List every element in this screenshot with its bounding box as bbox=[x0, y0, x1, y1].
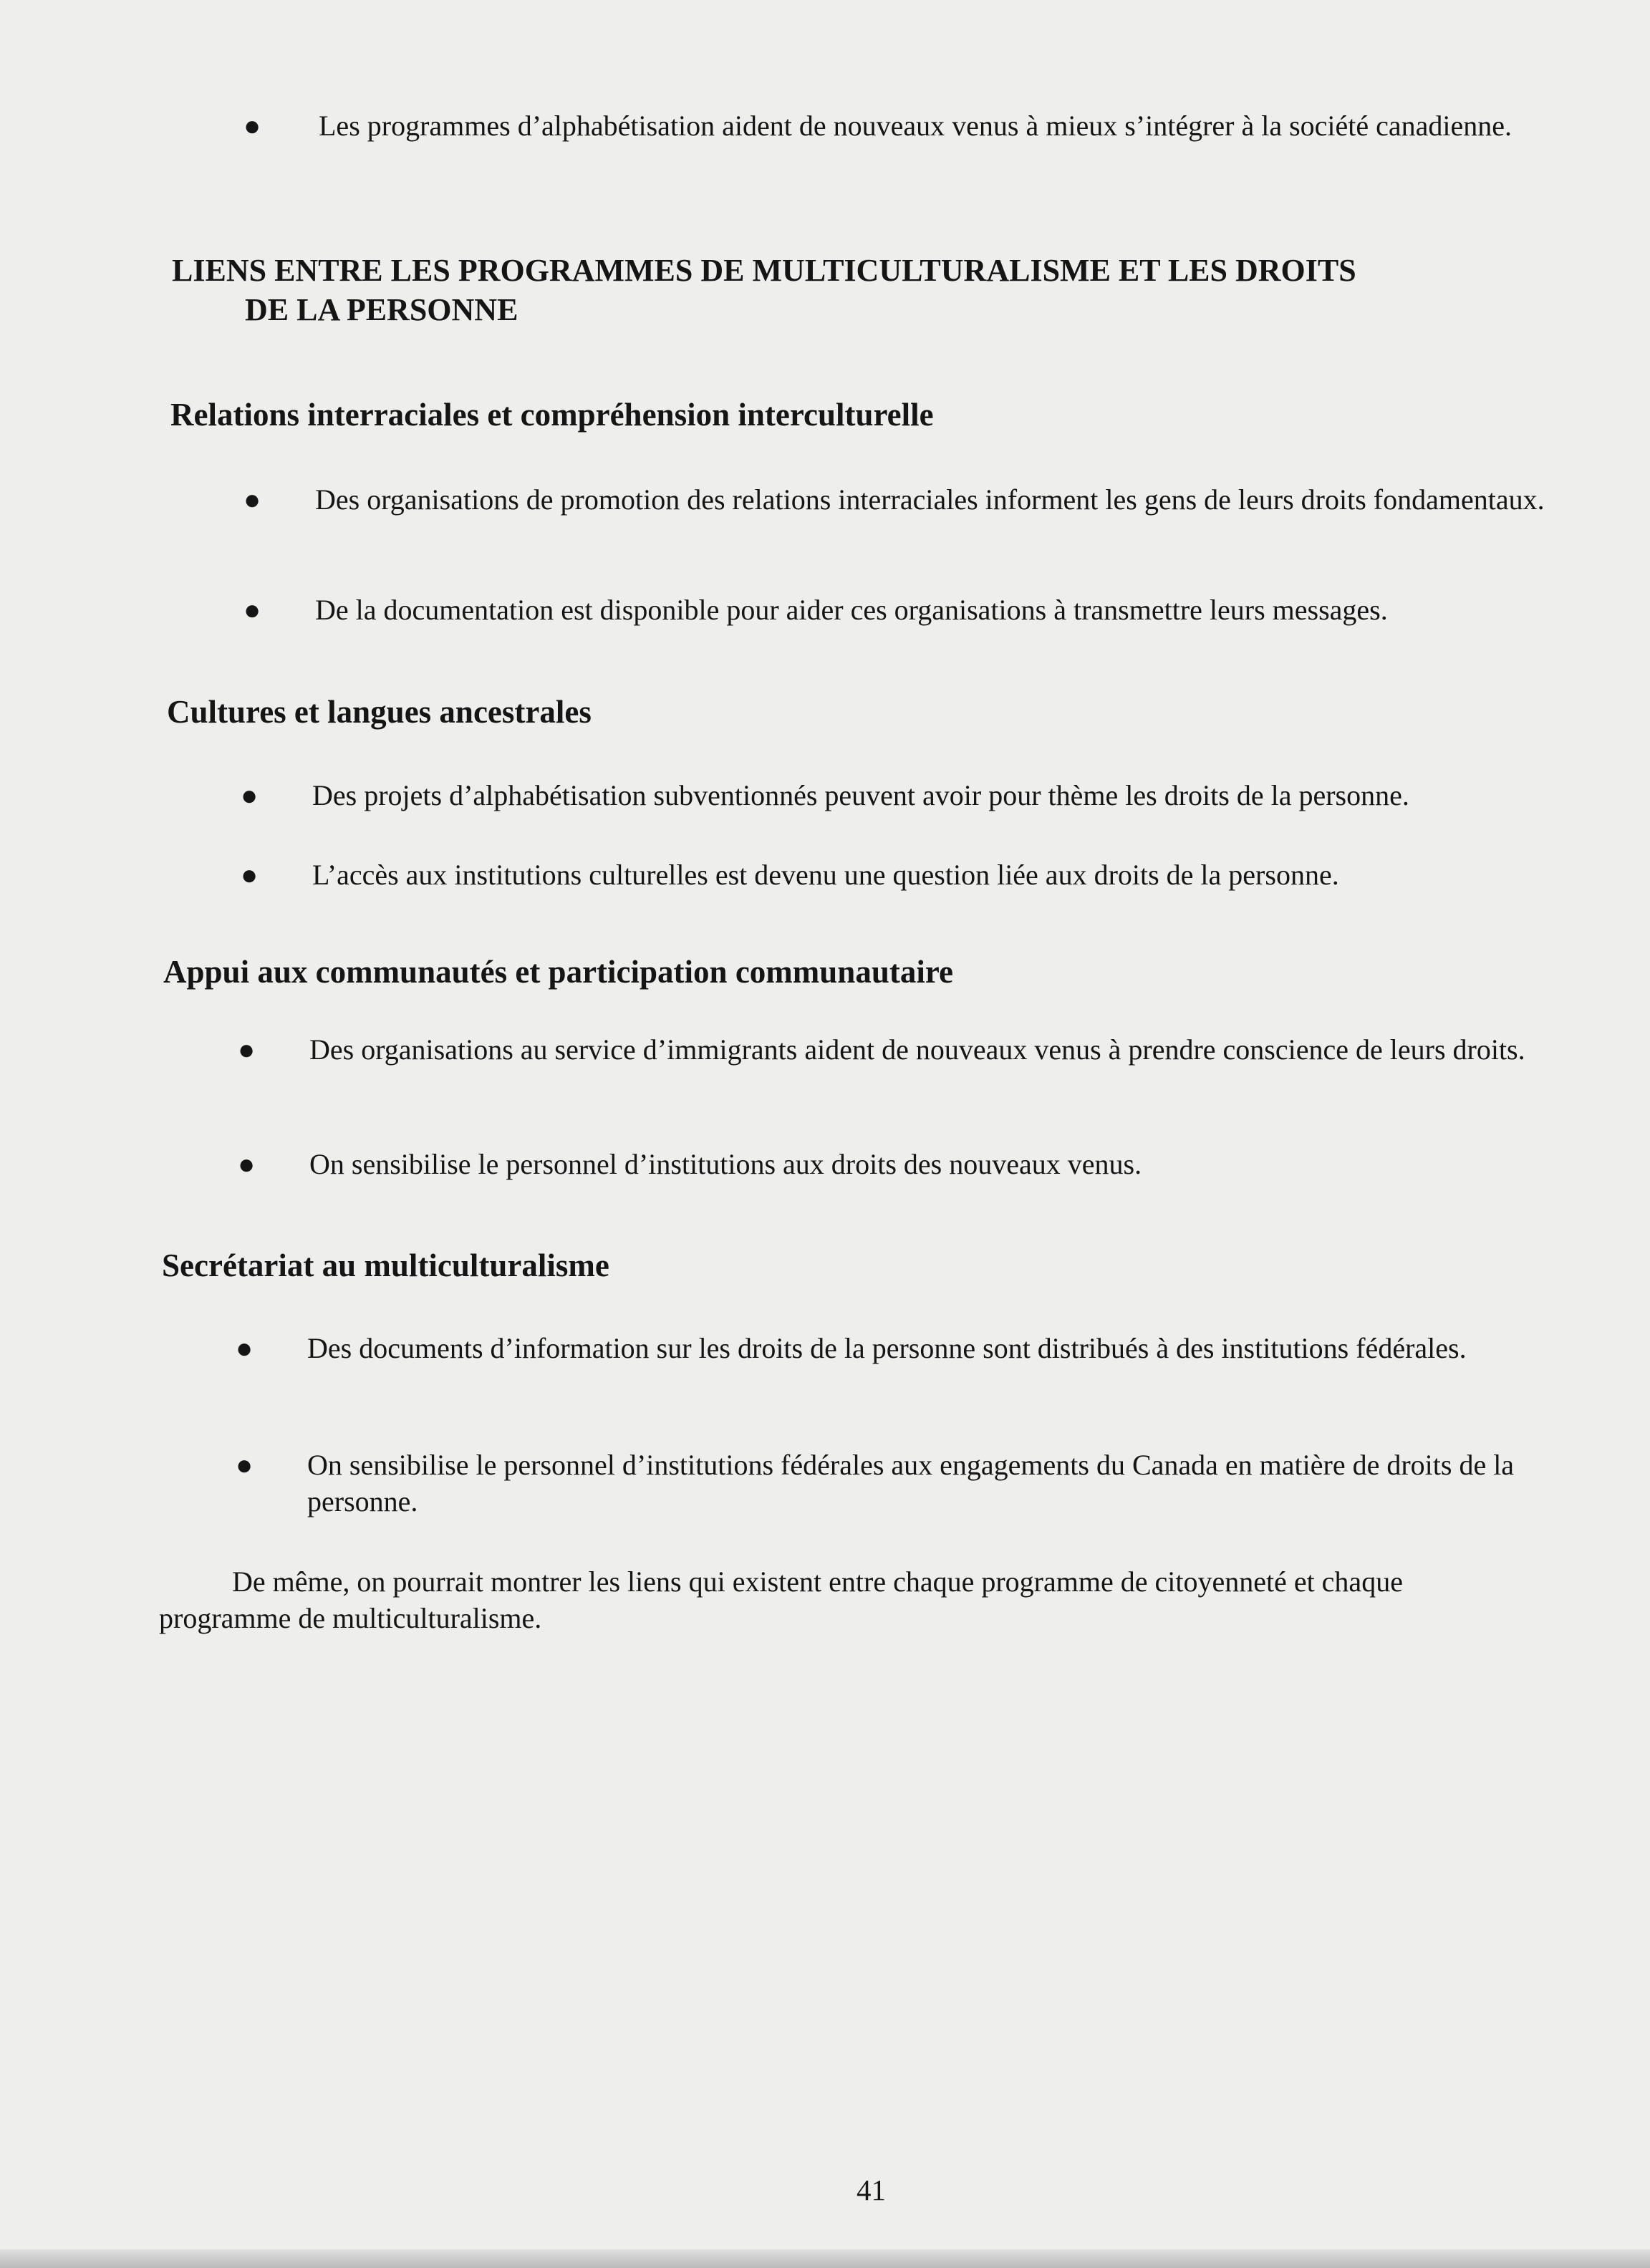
list-item: ● Des documents d’information sur les droits de la personne sont distribués à des institutions fédérales. bbox=[307, 1330, 1596, 1366]
scan-edge bbox=[0, 2249, 1650, 2268]
bullet-icon: ● bbox=[236, 1332, 254, 1364]
section-title: Secrétariat au multiculturalisme bbox=[162, 1248, 609, 1283]
bullet-icon: ● bbox=[241, 859, 259, 891]
bullet-icon: ● bbox=[243, 483, 261, 516]
section-title: Cultures et langues ancestrales bbox=[167, 694, 592, 730]
closing-paragraph: De même, on pourrait montrer les liens qui existent entre chaque programme de citoyenneté et chaque programme de multiculturalisme. bbox=[159, 1565, 1403, 1634]
bullet-icon: ● bbox=[243, 594, 261, 626]
list-item: ● Des projets d’alphabétisation subventionnés peuvent avoir pour thème les droits de la personne. bbox=[312, 777, 1623, 814]
section-title: Appui aux communautés et participation communautaire bbox=[163, 954, 953, 990]
section-title: Relations interraciales et compréhension interculturelle bbox=[170, 397, 934, 433]
list-item: ● Les programmes d’alphabétisation aident de nouveaux venus à mieux s’intégrer à la société canadienne. bbox=[319, 107, 1601, 144]
list-item: ● L’accès aux institutions culturelles est devenu une question liée aux droits de la personne. bbox=[312, 856, 1623, 893]
list-item: ● On sensibilise le personnel d’institutions aux droits des nouveaux venus. bbox=[309, 1146, 1620, 1182]
list-item: ● De la documentation est disponible pour aider ces organisations à transmettre leurs messages. bbox=[315, 592, 1611, 628]
bullet-icon: ● bbox=[236, 1449, 254, 1481]
bullet-icon: ● bbox=[238, 1148, 256, 1180]
list-item: ● On sensibilise le personnel d’institutions fédérales aux engagements du Canada en matière de droits de la personne. bbox=[307, 1447, 1596, 1520]
bullet-icon: ● bbox=[238, 1033, 256, 1066]
page-title: LIENS ENTRE LES PROGRAMMES DE MULTICULTURALISME ET LES DROITS DE LA PERSONNE bbox=[172, 253, 1356, 327]
list-item: ● Des organisations de promotion des relations interraciales informent les gens de leurs droits fondamentaux. bbox=[315, 481, 1597, 518]
bullet-icon: ● bbox=[243, 110, 261, 142]
page-number: 41 bbox=[857, 2173, 886, 2206]
list-item: ● Des organisations au service d’immigrants aident de nouveaux venus à prendre conscience de leurs droits. bbox=[309, 1031, 1598, 1068]
bullet-icon: ● bbox=[241, 779, 259, 811]
